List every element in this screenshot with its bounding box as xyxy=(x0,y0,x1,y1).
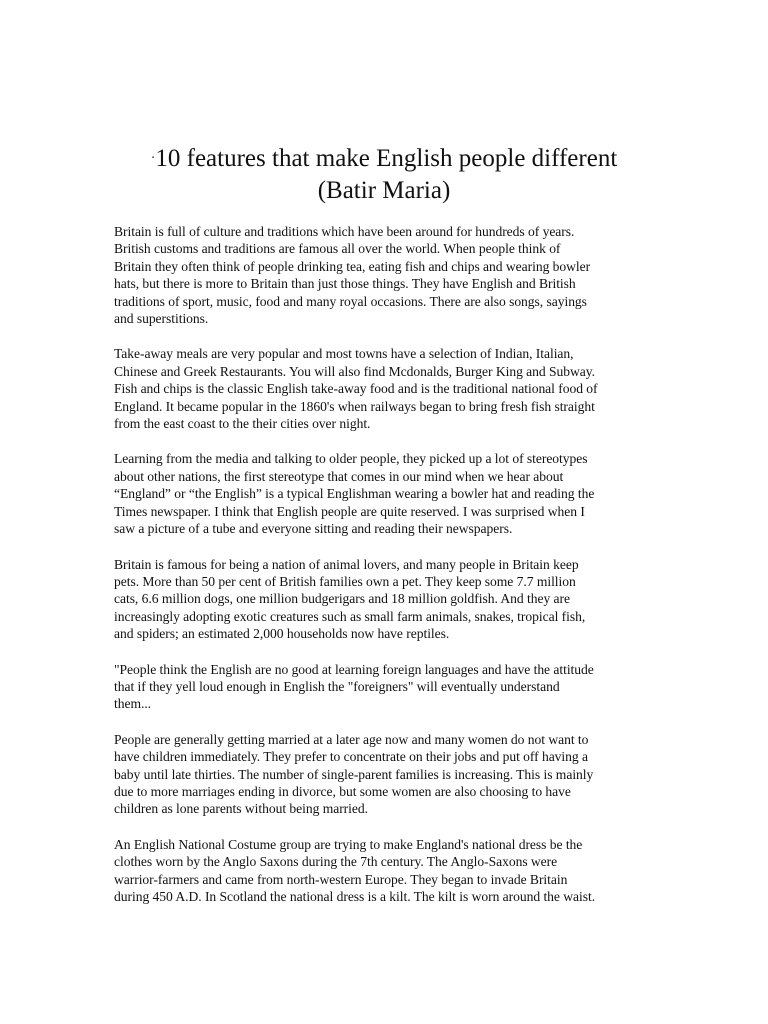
document-title xyxy=(100,143,668,207)
paragraph-traditions: Britain is full of culture and traditions which have been around for hundreds of years. British customs and traditions are famous all over the world. When people think of Britain they often think of people drinking tea, eating fish and chips and wearing bowler hats, but there is more to Britain than just those things. They have English and British traditions of sport, music, food and many royal occasions. There are also songs, sayings and superstitions. xyxy=(114,224,591,327)
paragraph-take-away: Take-away meals are very popular and most towns have a selection of Indian, Italian, Chinese and Greek Restaurants. You will also find Mcdonalds, Burger King and Subway. Fish and chips is the classic English take-away food and is the traditional national food of England. It became popular in the 1860's when railways began to bring fresh fish straight from the east coast to the their cities over night. xyxy=(114,346,598,432)
title-line-2: (Batir Maria) xyxy=(317,177,451,204)
paragraph-marriage: People are generally getting married at a later age now and many women do not want to have children immediately. They prefer to concentrate on their jobs and put off having a baby until late thirties. The number of single-parent families is increasing. This is mainly due to more marriages ending in divorce, but some women are also choosing to have children as lone parents without being married. xyxy=(114,731,594,817)
paragraph-languages: "People think the English are no good at learning foreign languages and have the attitude that if they yell loud enough in English the "foreigners" will eventually understand them... xyxy=(114,661,594,712)
paragraph-national-costume: An English National Costume group are trying to make England's national dress be the clothes worn by the Anglo Saxons during the 7th century. The Anglo-Saxons were warrior-farmers and came from north-western Europe. They began to invade Britain during 450 A.D. In Scotland the national dress is a kilt. The kilt is worn around the waist. xyxy=(114,836,596,904)
title-bullet: · xyxy=(150,151,156,166)
document-body xyxy=(114,223,659,923)
title-line-1: 10 features that make English people different xyxy=(155,145,618,172)
paragraph-animal-lovers: Britain is famous for being a nation of animal lovers, and many people in Britain keep pets. More than 50 per cent of British families own a pet. They keep some 7.7 million cats, 6.6 million dogs, one million budgerigars and 18 million goldfish. And they are increasingly adopting exotic creatures such as small farm animals, snakes, tropical fish, and spiders; an estimated 2,000 households now have reptiles. xyxy=(114,556,586,642)
paragraph-stereotypes: Learning from the media and talking to older people, they picked up a lot of stereotypes about other nations, the first stereotype that comes in our mind when we hear about “England” or “the English” is a typical Englishman wearing a bowler hat and reading the Times newspaper. I think that English people are quite reserved. I was surprised when I saw a picture of a tube and everyone sitting and reading their newspapers. xyxy=(114,451,595,537)
